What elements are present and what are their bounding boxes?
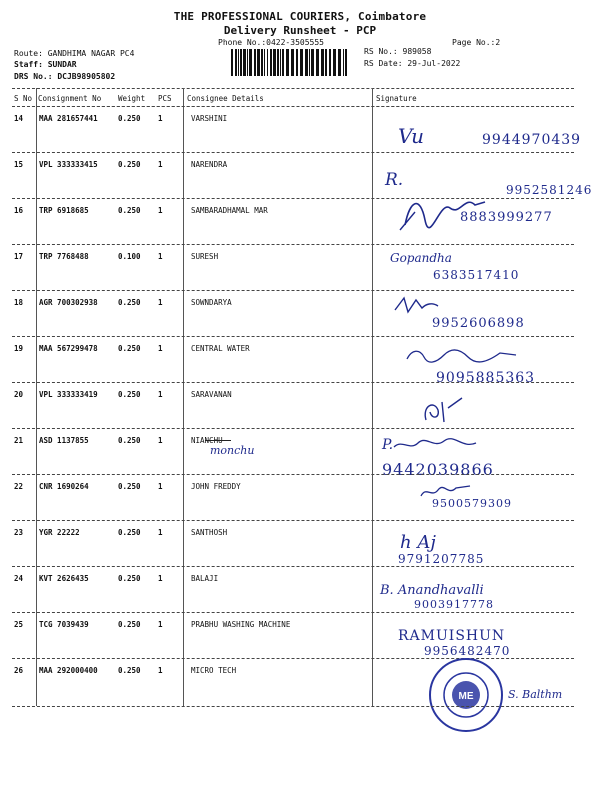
row-sno: 18 bbox=[14, 298, 24, 307]
barcode-bar bbox=[243, 49, 246, 76]
handwritten-phone: 9952581246 bbox=[506, 183, 593, 197]
handwritten-phone: 9791207785 bbox=[398, 552, 485, 566]
handwritten-phone: 9095885363 bbox=[436, 370, 536, 386]
handwritten-phone: 9956482470 bbox=[424, 644, 511, 658]
row-consignment: ASD 1137855 bbox=[39, 436, 89, 445]
row-consignment: KVT 2626435 bbox=[39, 574, 89, 583]
row-sno: 16 bbox=[14, 206, 24, 215]
strikethrough bbox=[205, 440, 231, 441]
row-pcs: 1 bbox=[158, 298, 163, 307]
barcode-bar bbox=[286, 49, 289, 76]
barcode-bar bbox=[267, 49, 268, 76]
col-consignment: Consignment No bbox=[38, 94, 102, 103]
barcode-bar bbox=[282, 49, 284, 76]
table-row bbox=[0, 528, 600, 574]
svg-text:ME: ME bbox=[458, 691, 474, 702]
row-consignment: AGR 700302938 bbox=[39, 298, 98, 307]
row-weight: 0.250 bbox=[118, 436, 141, 445]
barcode-bar bbox=[247, 49, 248, 76]
row-weight: 0.250 bbox=[118, 298, 141, 307]
handwritten-signature: S. Balthm bbox=[508, 688, 563, 701]
col-signature: Signature bbox=[376, 94, 417, 103]
barcode-bar bbox=[238, 49, 239, 76]
row-weight: 0.250 bbox=[118, 574, 141, 583]
row-consignment: CNR 1690264 bbox=[39, 482, 89, 491]
row-consignment: TRP 7768488 bbox=[39, 252, 89, 261]
signature-scribble bbox=[404, 345, 524, 367]
handwritten-name: RAMUISHUN bbox=[398, 628, 506, 644]
row-consignee: CENTRAL WATER bbox=[191, 344, 250, 353]
row-pcs: 1 bbox=[158, 436, 163, 445]
table-row bbox=[0, 620, 600, 666]
row-consignment: MAA 281657441 bbox=[39, 114, 98, 123]
row-sno: 22 bbox=[14, 482, 24, 491]
signature-scribble bbox=[418, 482, 478, 502]
barcode-bar bbox=[291, 49, 294, 76]
divider bbox=[12, 106, 574, 107]
row-consignee: SARAVANAN bbox=[191, 390, 232, 399]
rs-number: RS No.: 989058 bbox=[364, 47, 432, 56]
barcode-bar bbox=[316, 49, 319, 76]
divider bbox=[12, 566, 574, 567]
row-weight: 0.250 bbox=[118, 206, 141, 215]
row-pcs: 1 bbox=[158, 666, 163, 675]
row-consignment: YGR 22222 bbox=[39, 528, 80, 537]
row-sno: 15 bbox=[14, 160, 24, 169]
row-consignment: MAA 292000400 bbox=[39, 666, 98, 675]
divider bbox=[12, 152, 574, 153]
row-sno: 26 bbox=[14, 666, 24, 675]
handwritten-initials: P. bbox=[382, 437, 394, 453]
divider bbox=[12, 474, 574, 475]
drs-number: DRS No.: DCJB98905802 bbox=[14, 72, 116, 81]
row-consignee: BALAJI bbox=[191, 574, 219, 583]
table-row bbox=[0, 436, 600, 482]
signature-scribble bbox=[418, 396, 478, 426]
row-consignment: TCG 7039439 bbox=[39, 620, 89, 629]
divider bbox=[12, 88, 574, 89]
col-consignee: Consignee Details bbox=[187, 94, 264, 103]
row-consignee: SAMBARADHAMAL MAR bbox=[191, 206, 268, 215]
handwritten-phone: 9500579309 bbox=[432, 497, 512, 510]
barcode-bar bbox=[240, 49, 242, 76]
divider bbox=[12, 336, 574, 337]
row-pcs: 1 bbox=[158, 390, 163, 399]
col-weight: Weight bbox=[118, 94, 146, 103]
row-consignee: NARENDRA bbox=[191, 160, 228, 169]
company-title: THE PROFESSIONAL COURIERS, Coimbatore bbox=[173, 10, 427, 23]
handwritten-initials: Vu bbox=[398, 124, 425, 148]
barcode-bar bbox=[254, 49, 256, 76]
col-sno: S No bbox=[14, 94, 33, 103]
company-stamp bbox=[426, 655, 506, 735]
row-pcs: 1 bbox=[158, 160, 163, 169]
row-consignee: SURESH bbox=[191, 252, 219, 261]
handwritten-phone: 9944970439 bbox=[482, 132, 582, 148]
barcode-bar bbox=[309, 49, 310, 76]
rs-date: RS Date: 29-Jul-2022 bbox=[364, 59, 461, 68]
row-weight: 0.100 bbox=[118, 252, 141, 261]
row-weight: 0.250 bbox=[118, 390, 141, 399]
divider bbox=[12, 612, 574, 613]
barcode-bar bbox=[325, 49, 327, 76]
handwritten-initials: R. bbox=[385, 170, 404, 190]
barcode-bar bbox=[270, 49, 272, 76]
row-pcs: 1 bbox=[158, 114, 163, 123]
staff-label: Staff: SUNDAR bbox=[14, 60, 77, 69]
row-consignee: VARSHINI bbox=[191, 114, 228, 123]
runsheet-subtitle: Delivery Runsheet - PCP bbox=[223, 24, 377, 37]
barcode-bar bbox=[300, 49, 303, 76]
row-sno: 25 bbox=[14, 620, 24, 629]
row-consignee: PRABHU WASHING MACHINE bbox=[191, 620, 291, 629]
row-weight: 0.250 bbox=[118, 344, 141, 353]
barcode-bar bbox=[280, 49, 281, 76]
row-sno: 19 bbox=[14, 344, 24, 353]
row-consignee: SANTHOSH bbox=[191, 528, 228, 537]
barcode-bar bbox=[257, 49, 260, 76]
phone-number: Phone No.:0422-3505555 bbox=[218, 38, 324, 47]
row-weight: 0.250 bbox=[118, 528, 141, 537]
barcode-bar bbox=[305, 49, 308, 76]
row-sno: 21 bbox=[14, 436, 24, 445]
handwritten-phone: 9003917778 bbox=[414, 598, 494, 611]
row-weight: 0.250 bbox=[118, 160, 141, 169]
barcode-bar bbox=[329, 49, 331, 76]
barcode-bar bbox=[343, 49, 344, 76]
row-consignee: JOHN FREDDY bbox=[191, 482, 241, 491]
row-pcs: 1 bbox=[158, 574, 163, 583]
barcode-bar bbox=[261, 49, 263, 76]
signature-scribble bbox=[392, 290, 452, 320]
col-pcs: PCS bbox=[158, 94, 172, 103]
divider bbox=[12, 706, 574, 707]
handwritten-phone: 9952606898 bbox=[432, 316, 525, 331]
row-weight: 0.250 bbox=[118, 114, 141, 123]
row-weight: 0.250 bbox=[118, 620, 141, 629]
barcode-bar bbox=[277, 49, 279, 76]
divider bbox=[12, 290, 574, 291]
barcode-bar bbox=[311, 49, 314, 76]
barcode-bar bbox=[321, 49, 324, 76]
barcode-bar bbox=[296, 49, 298, 76]
row-pcs: 1 bbox=[158, 528, 163, 537]
row-pcs: 1 bbox=[158, 344, 163, 353]
row-weight: 0.250 bbox=[118, 666, 141, 675]
row-pcs: 1 bbox=[158, 252, 163, 261]
barcode-bar bbox=[345, 49, 347, 76]
signature-scribble bbox=[392, 435, 482, 455]
divider bbox=[12, 520, 574, 521]
barcode-bar bbox=[264, 49, 265, 76]
table-row bbox=[0, 574, 600, 620]
barcode-bar bbox=[249, 49, 252, 76]
row-consignee: SOWNDARYA bbox=[191, 298, 232, 307]
handwritten-name: B. Anandhavalli bbox=[380, 583, 484, 598]
row-sno: 20 bbox=[14, 390, 24, 399]
row-consignment: TRP 6918685 bbox=[39, 206, 89, 215]
row-pcs: 1 bbox=[158, 206, 163, 215]
route-label: Route: GANDHIMA NAGAR PC4 bbox=[14, 49, 135, 58]
row-sno: 23 bbox=[14, 528, 24, 537]
row-consignee: MICRO TECH bbox=[191, 666, 237, 675]
row-consignee: NIANCHU bbox=[191, 436, 223, 445]
handwritten-name: Gopandha bbox=[390, 251, 452, 265]
barcode-bar bbox=[333, 49, 336, 76]
row-sno: 14 bbox=[14, 114, 24, 123]
handwritten-phone: 9442039866 bbox=[382, 460, 494, 479]
handwritten-phone: 6383517410 bbox=[433, 268, 520, 282]
table-row bbox=[0, 390, 600, 436]
row-weight: 0.250 bbox=[118, 482, 141, 491]
handwritten-phone: 8883999277 bbox=[460, 210, 553, 225]
row-consignment: VPL 333333415 bbox=[39, 160, 98, 169]
row-consignment: MAA 567299478 bbox=[39, 344, 98, 353]
signature-scribble bbox=[380, 190, 500, 240]
barcode-bar bbox=[235, 49, 237, 76]
handwritten-initials: h Aj bbox=[400, 532, 436, 553]
divider bbox=[12, 382, 574, 383]
row-sno: 17 bbox=[14, 252, 24, 261]
barcode-bar bbox=[273, 49, 276, 76]
page-number: Page No.:2 bbox=[452, 38, 501, 47]
row-pcs: 1 bbox=[158, 482, 163, 491]
divider bbox=[12, 428, 574, 429]
handwritten-consignee-correction: monchu bbox=[210, 444, 255, 457]
row-pcs: 1 bbox=[158, 620, 163, 629]
barcode-bar bbox=[231, 49, 233, 76]
divider bbox=[12, 244, 574, 245]
barcode-image bbox=[231, 49, 347, 76]
row-consignment: VPL 333333419 bbox=[39, 390, 98, 399]
row-sno: 24 bbox=[14, 574, 24, 583]
barcode-bar bbox=[338, 49, 341, 76]
